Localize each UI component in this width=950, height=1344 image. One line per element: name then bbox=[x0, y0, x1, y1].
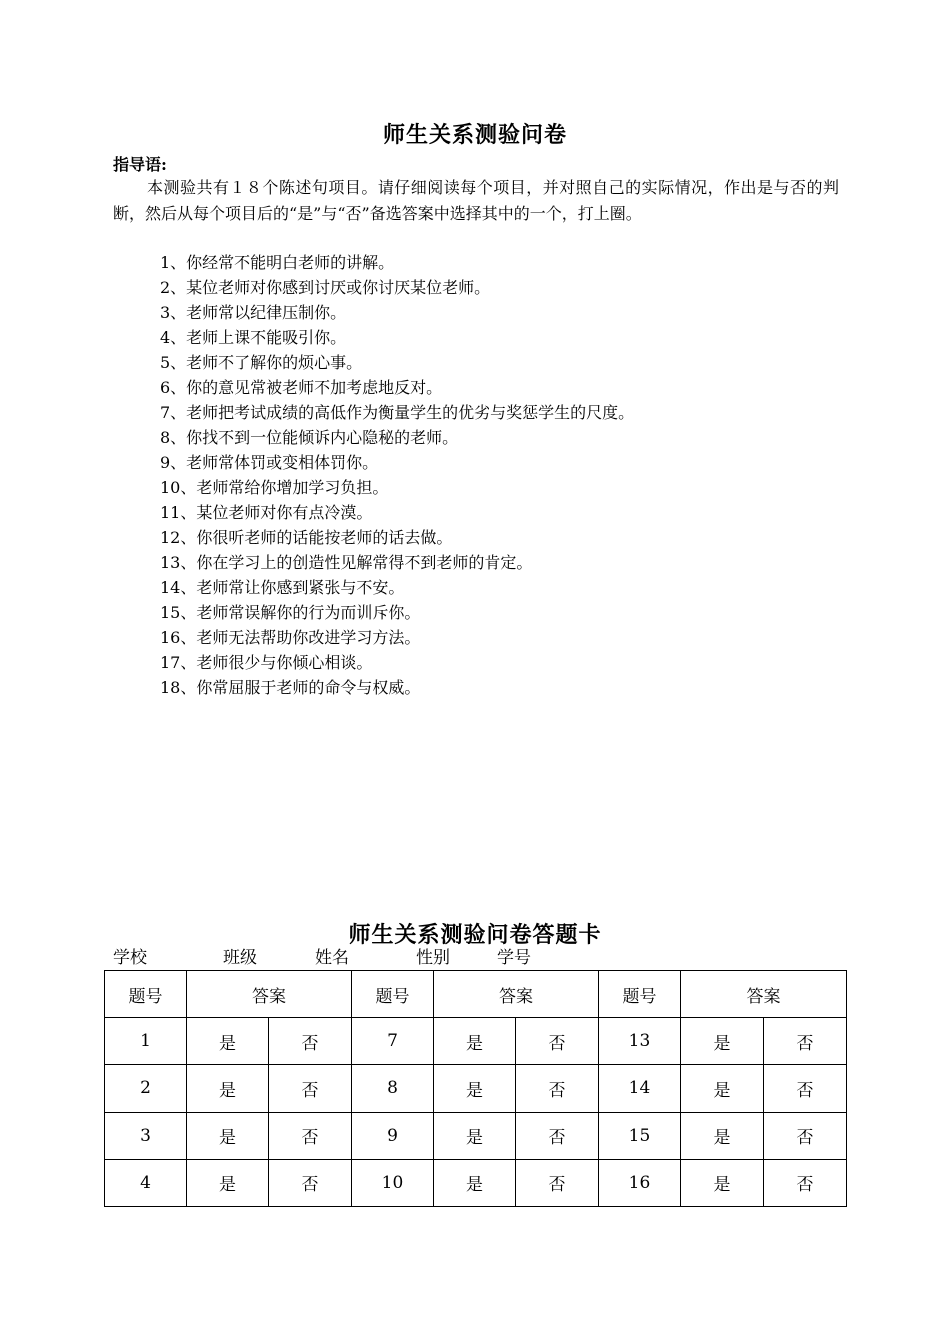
question-item: 12、你很听老师的话能按老师的话去做。 bbox=[160, 528, 453, 547]
no-option[interactable]: 否 bbox=[764, 1065, 847, 1112]
yes-option[interactable]: 是 bbox=[434, 1018, 516, 1065]
header-number: 题号 bbox=[352, 971, 434, 1018]
question-item: 4、老师上课不能吸引你。 bbox=[160, 328, 347, 347]
question-number-cell: 7 bbox=[352, 1018, 434, 1065]
no-option[interactable]: 否 bbox=[516, 1018, 599, 1065]
question-item: 3、老师常以纪律压制你。 bbox=[160, 303, 347, 322]
question-item: 5、老师不了解你的烦心事。 bbox=[160, 353, 363, 372]
yes-option[interactable]: 是 bbox=[434, 1065, 516, 1112]
answer-card-title: 师生关系测验问卷答题卡 bbox=[348, 922, 602, 948]
question-list bbox=[160, 250, 634, 700]
yes-option[interactable]: 是 bbox=[187, 1112, 269, 1159]
yes-option[interactable]: 是 bbox=[187, 1018, 269, 1065]
no-option[interactable]: 否 bbox=[516, 1065, 599, 1112]
guide-label: 指导语: bbox=[113, 155, 167, 174]
question-item: 7、老师把考试成绩的高低作为衡量学生的优劣与奖惩学生的尺度。 bbox=[160, 403, 635, 422]
table-row bbox=[105, 1065, 847, 1112]
question-item: 14、老师常让你感到紧张与不安。 bbox=[160, 578, 405, 597]
question-number-cell: 15 bbox=[599, 1112, 681, 1159]
school-label: 学校 bbox=[113, 948, 147, 968]
question-item: 6、你的意见常被老师不加考虑地反对。 bbox=[160, 378, 443, 397]
question-item: 8、你找不到一位能倾诉内心隐秘的老师。 bbox=[160, 428, 459, 447]
page-title: 师生关系测验问卷 bbox=[382, 122, 567, 148]
question-number-cell: 1 bbox=[105, 1018, 187, 1065]
yes-option[interactable]: 是 bbox=[681, 1159, 764, 1206]
question-number-cell: 2 bbox=[105, 1065, 187, 1112]
yes-option[interactable]: 是 bbox=[187, 1065, 269, 1112]
question-item: 10、老师常给你增加学习负担。 bbox=[160, 478, 389, 497]
question-number-cell: 9 bbox=[352, 1112, 434, 1159]
question-item: 15、老师常误解你的行为而训斥你。 bbox=[160, 603, 421, 622]
table-header-row bbox=[105, 971, 847, 1018]
question-number-cell: 10 bbox=[352, 1159, 434, 1206]
yes-option[interactable]: 是 bbox=[681, 1065, 764, 1112]
no-option[interactable]: 否 bbox=[764, 1159, 847, 1206]
header-number: 题号 bbox=[599, 971, 681, 1018]
no-option[interactable]: 否 bbox=[764, 1018, 847, 1065]
no-option[interactable]: 否 bbox=[764, 1112, 847, 1159]
intro-paragraph: 本测验共有１８个陈述句项目。请仔细阅读每个项目，并对照自己的实际情况，作出是与否的判断，然后从每个项目后的“是”与“否”备选答案中选择其中的一个，打上圈。 bbox=[113, 178, 839, 223]
answer-table bbox=[104, 970, 847, 1207]
yes-option[interactable]: 是 bbox=[681, 1018, 764, 1065]
question-item: 16、老师无法帮助你改进学习方法。 bbox=[160, 628, 421, 647]
no-option[interactable]: 否 bbox=[269, 1159, 352, 1206]
student-id-label: 学号 bbox=[497, 948, 531, 968]
yes-option[interactable]: 是 bbox=[681, 1112, 764, 1159]
yes-option[interactable]: 是 bbox=[434, 1159, 516, 1206]
table-row bbox=[105, 1159, 847, 1206]
question-item: 2、某位老师对你感到讨厌或你讨厌某位老师。 bbox=[160, 278, 491, 297]
header-answer: 答案 bbox=[187, 971, 352, 1018]
gender-label: 性别 bbox=[416, 948, 450, 968]
question-item: 13、你在学习上的创造性见解常得不到老师的肯定。 bbox=[160, 553, 533, 572]
name-label: 姓名 bbox=[315, 948, 349, 968]
question-item: 18、你常屈服于老师的命令与权威。 bbox=[160, 678, 421, 697]
class-label: 班级 bbox=[223, 948, 257, 968]
no-option[interactable]: 否 bbox=[516, 1112, 599, 1159]
no-option[interactable]: 否 bbox=[269, 1112, 352, 1159]
question-item: 1、你经常不能明白老师的讲解。 bbox=[160, 253, 395, 272]
header-answer: 答案 bbox=[681, 971, 847, 1018]
question-number-cell: 4 bbox=[105, 1159, 187, 1206]
no-option[interactable]: 否 bbox=[269, 1018, 352, 1065]
question-number-cell: 14 bbox=[599, 1065, 681, 1112]
yes-option[interactable]: 是 bbox=[187, 1159, 269, 1206]
table-row bbox=[105, 1112, 847, 1159]
question-item: 17、老师很少与你倾心相谈。 bbox=[160, 653, 373, 672]
header-answer: 答案 bbox=[434, 971, 599, 1018]
table-row bbox=[105, 1018, 847, 1065]
question-number-cell: 3 bbox=[105, 1112, 187, 1159]
question-number-cell: 16 bbox=[599, 1159, 681, 1206]
student-info-line bbox=[113, 946, 543, 970]
question-number-cell: 8 bbox=[352, 1065, 434, 1112]
header-number: 题号 bbox=[105, 971, 187, 1018]
question-item: 9、老师常体罚或变相体罚你。 bbox=[160, 453, 379, 472]
question-number-cell: 13 bbox=[599, 1018, 681, 1065]
question-item: 11、某位老师对你有点冷漠。 bbox=[160, 503, 373, 522]
no-option[interactable]: 否 bbox=[516, 1159, 599, 1206]
no-option[interactable]: 否 bbox=[269, 1065, 352, 1112]
yes-option[interactable]: 是 bbox=[434, 1112, 516, 1159]
